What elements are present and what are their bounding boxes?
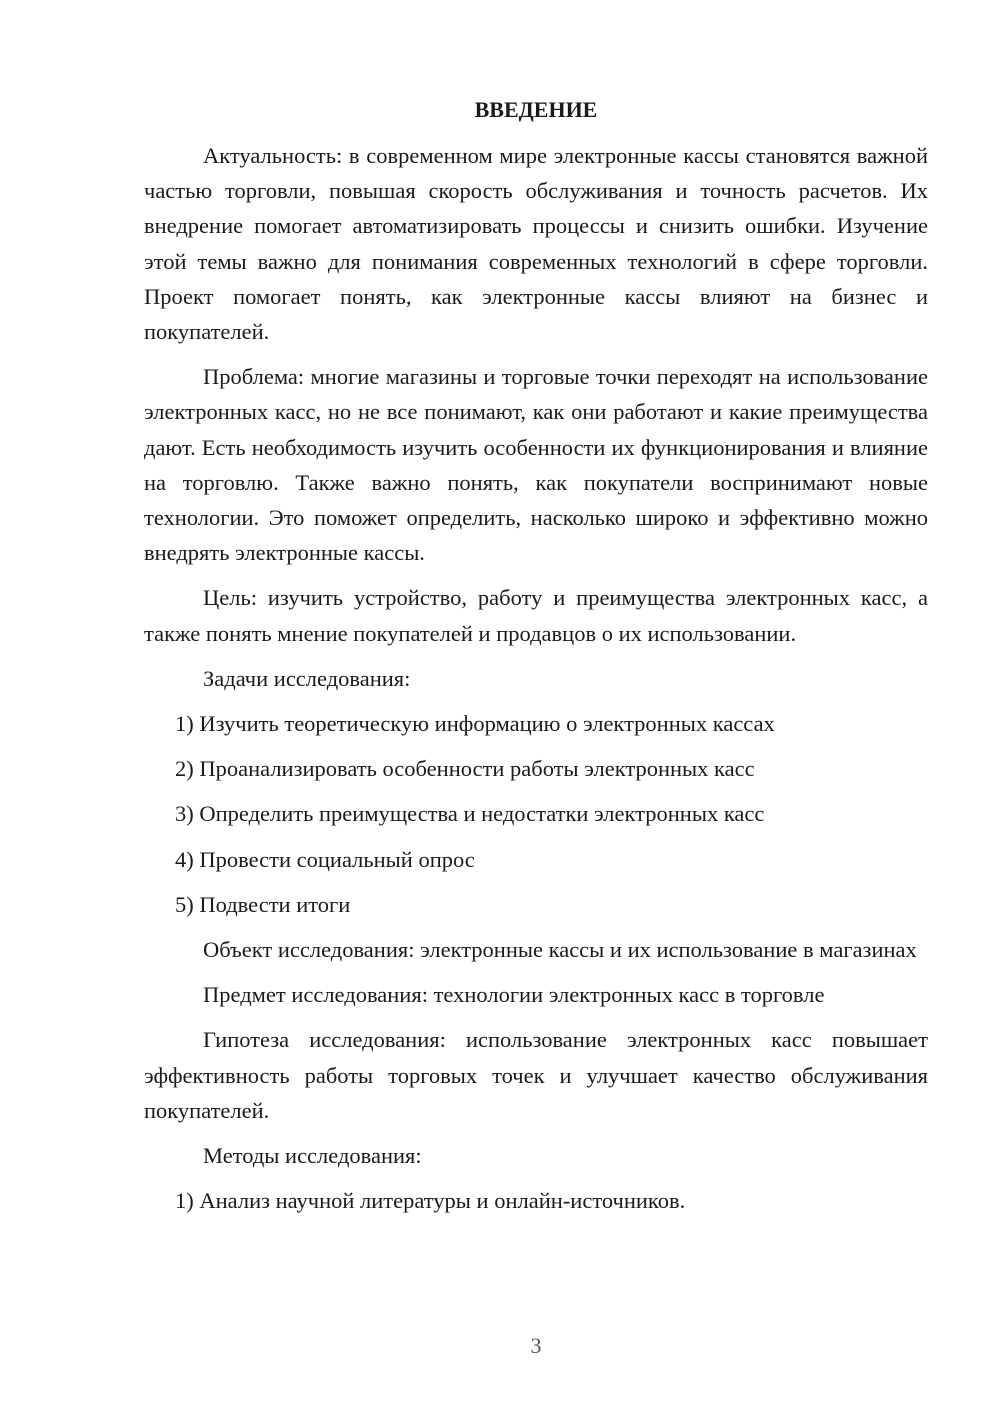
methods-list — [144, 1183, 928, 1218]
methods-heading: Методы исследования: — [203, 1143, 422, 1169]
goal-paragraph: Цель: изучить устройство, работу и преимущества электронных касс, а также понять мнение покупателей и продавцов о их использовании. — [144, 585, 928, 646]
object-paragraph: Объект исследования: электронные кассы и их использование в магазинах — [203, 937, 917, 963]
page-title: ВВЕДЕНИЕ — [474, 97, 598, 122]
task-item: 2) Проанализировать особенности работы электронных касс — [175, 756, 755, 782]
document-page — [144, 92, 928, 1228]
task-item: 3) Определить преимущества и недостатки электронных касс — [175, 801, 765, 827]
task-item: 5) Подвести итоги — [175, 891, 351, 917]
method-item: 1) Анализ научной литературы и онлайн-источников. — [175, 1188, 686, 1214]
tasks-heading: Задачи исследования: — [203, 665, 411, 691]
relevance-paragraph: Актуальность: в современном мире электронные кассы становятся важной частью торговли, повышая скорость обслуживания и точность расчетов. Их внедрение помогает автоматизировать процессы и снизить ошибки. Изучение этой темы важно для понимания современных технологий в сфере торговли. Проект помогает понять, как электронные кассы влияют на бизнес и покупателей. — [144, 143, 928, 345]
task-item: 4) Провести социальный опрос — [175, 846, 475, 872]
problem-paragraph: Проблема: многие магазины и торговые точки переходят на использование электронных касс, но не все понимают, как они работают и какие преимущества дают. Есть необходимость изучить особенности их функционирования и влияние на торговлю. Также важно понять, как покупатели воспринимают новые технологии. Это поможет определить, насколько широко и эффективно можно внедрять электронные кассы. — [144, 364, 928, 566]
hypothesis-paragraph: Гипотеза исследования: использование электронных касс повышает эффективность работы торговых точек и улучшает качество обслуживания покупателей. — [144, 1027, 928, 1123]
tasks-list — [144, 706, 928, 922]
subject-paragraph: Предмет исследования: технологии электронных касс в торговле — [203, 982, 825, 1008]
page-number: 3 — [530, 1333, 542, 1358]
task-item: 1) Изучить теоретическую информацию о электронных кассах — [175, 711, 775, 737]
